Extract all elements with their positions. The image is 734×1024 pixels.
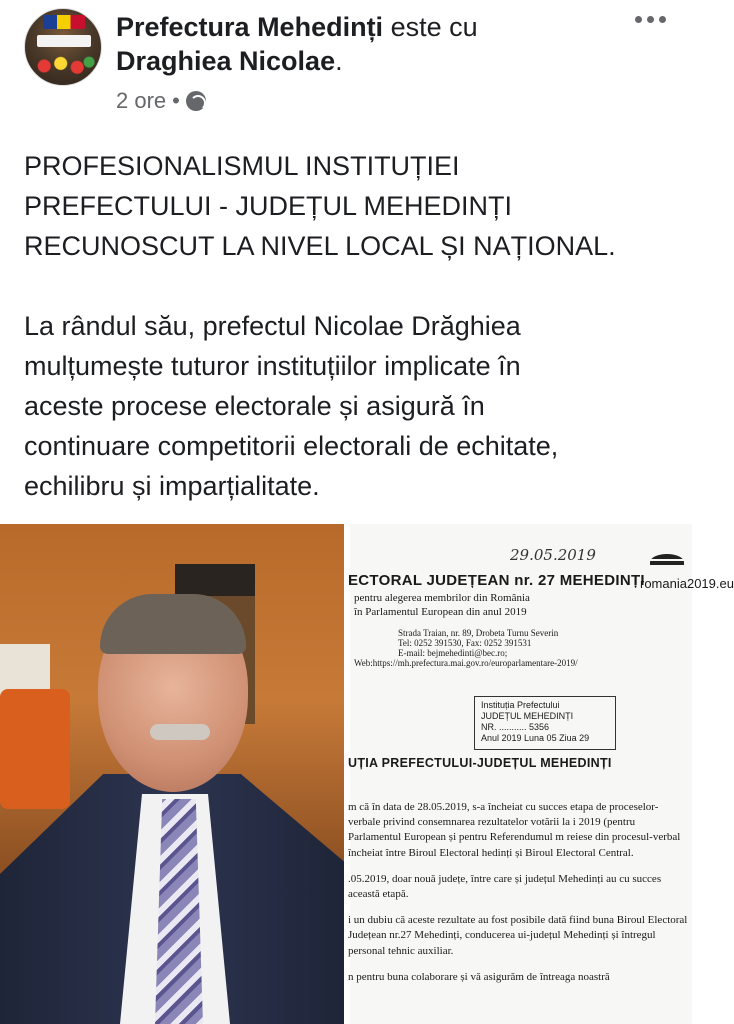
- document-subtitle: pentru alegerea membrilor din România: [354, 592, 530, 604]
- document-paragraph: .05.2019, doar nouă județe, între care și județul Mehedinți au cu succes această etapă.: [348, 872, 662, 901]
- bird-logo-icon: [650, 554, 684, 570]
- post-meta: [116, 88, 206, 114]
- post-text: [24, 146, 674, 546]
- author-link[interactable]: Prefectura Mehedinți: [116, 12, 384, 42]
- tie-shape: [155, 799, 203, 1024]
- meta-separator: •: [172, 88, 180, 113]
- body-line: echilibru și imparțialitate.: [24, 471, 320, 501]
- headline-line: PREFECTULUI - JUDEȚUL MEHEDINȚI: [24, 191, 513, 221]
- connector-text: este cu: [383, 12, 478, 42]
- document-paragraph: n pentru buna colaborare și vă asigurăm de întreaga noastră: [348, 970, 610, 983]
- tagged-user-link[interactable]: Draghiea Nicolae: [116, 46, 336, 76]
- stamp-line: NR. ........... 5356: [481, 722, 550, 732]
- prefect-photo[interactable]: [0, 524, 344, 1024]
- body-line: aceste procese electorale și asigură în: [24, 391, 485, 421]
- document-logo-text: romania2019.eu: [640, 576, 734, 591]
- post-header: [0, 0, 692, 130]
- stamp-line: Anul 2019 Luna 05 Ziua 29: [481, 733, 590, 743]
- document-address: Tel: 0252 391530, Fax: 0252 391531: [398, 638, 532, 648]
- flowers-decoration: [31, 53, 97, 79]
- document-address: E-mail: bejmehedinti@bec.ro;: [398, 648, 508, 658]
- document-address: Web:https://mh.prefectura.mai.gov.ro/europarlamentare-2019/: [354, 658, 578, 668]
- post-headline: [24, 146, 674, 266]
- dot-icon: [659, 16, 666, 23]
- title-period: .: [335, 46, 343, 76]
- post-title: [116, 10, 478, 78]
- stamp-line: Instituția Prefectului: [481, 700, 560, 710]
- globe-icon[interactable]: [186, 91, 206, 111]
- hair-shape: [100, 594, 246, 654]
- post-timestamp[interactable]: 2 ore: [116, 88, 167, 113]
- document-address: Strada Traian, nr. 89, Drobeta Turnu Severin: [398, 628, 559, 638]
- document-body: [348, 800, 688, 996]
- document-photo[interactable]: [348, 524, 734, 1024]
- sign-decoration: [37, 35, 91, 47]
- document-header: ECTORAL JUDEȚEAN nr. 27 MEHEDINȚI: [348, 572, 645, 589]
- more-options-icon[interactable]: [635, 16, 666, 23]
- flag-decoration: [43, 15, 85, 29]
- document-paragraph: i un dubiu că aceste rezultate au fost posibile dată fiind buna Biroul Electoral Județean nr.27 Mehedinți, conducerea ui-județul Mehedinți și întregul personal tehnic auxiliar.: [348, 914, 688, 957]
- photo-grid: [0, 524, 734, 1024]
- document-subtitle: în Parlamentul European din anul 2019: [354, 606, 527, 618]
- post-body: [24, 306, 674, 506]
- body-line: La rândul său, prefectul Nicolae Drăghiea: [24, 311, 521, 341]
- body-line: continuare competitorii electorali de echitate,: [24, 431, 559, 461]
- chair-decoration: [0, 689, 70, 809]
- registration-stamp: [474, 696, 616, 750]
- headline-line: PROFESIONALISMUL INSTITUȚIEI: [24, 151, 460, 181]
- page-avatar[interactable]: [24, 8, 102, 86]
- body-line: mulțumește tuturor instituțiilor implicate în: [24, 351, 521, 381]
- headline-line: RECUNOSCUT LA NIVEL LOCAL ȘI NAȚIONAL.: [24, 231, 616, 261]
- handwritten-date: 29.05.2019: [510, 546, 596, 564]
- document-paragraph: m că în data de 28.05.2019, s-a încheiat cu succes etapa de proceselor-verbale privind consemnarea rezultatelor votării la i 2019 (pentru Parlamentul European și pentru Referendumul m reiese din procesul-verbal încheiat între Biroul Electoral hedinți și Biroul Electoral Central.: [348, 801, 681, 859]
- stamp-line: JUDEȚUL MEHEDINȚI: [481, 711, 574, 721]
- document-title: UȚIA PREFECTULUI-JUDEȚUL MEHEDINȚI: [348, 756, 612, 770]
- mustache-shape: [150, 724, 210, 740]
- dot-icon: [647, 16, 654, 23]
- dot-icon: [635, 16, 642, 23]
